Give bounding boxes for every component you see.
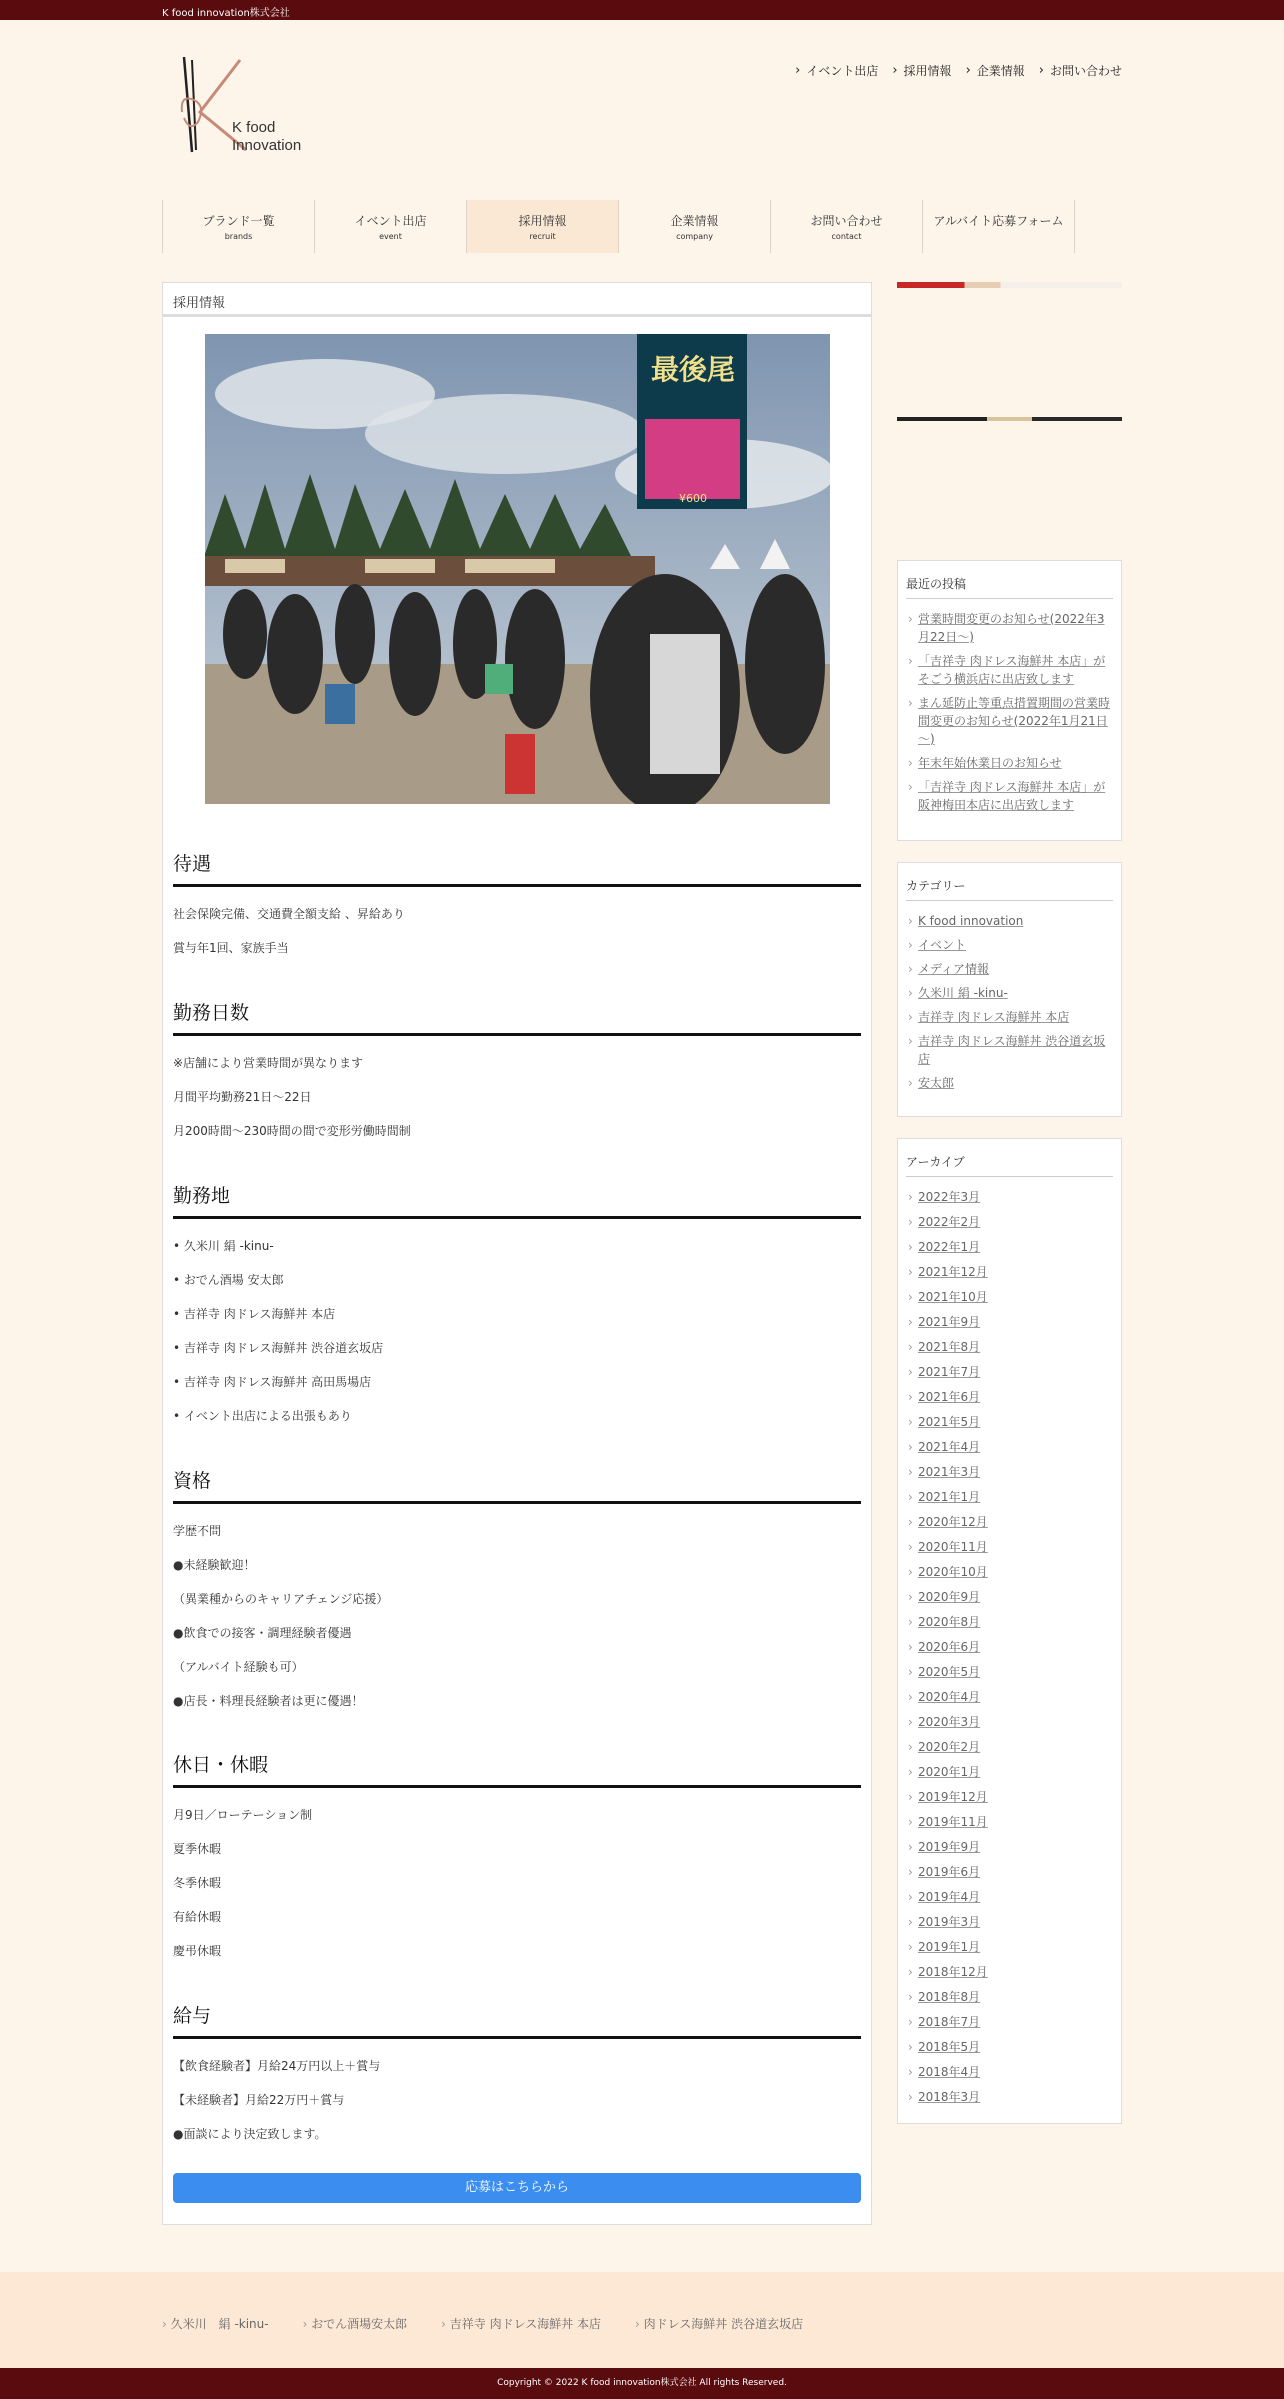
archive-link[interactable]: › 2019年6月 — [906, 1860, 1113, 1885]
nav-part-time-form[interactable]: アルバイト応募フォーム — [923, 200, 1075, 253]
archive-link[interactable]: › 2019年4月 — [906, 1885, 1113, 1910]
footer-link[interactable]: › 久米川 絹 -kinu- — [162, 2315, 269, 2332]
archive-link[interactable]: › 2020年8月 — [906, 1610, 1113, 1635]
archive-link[interactable]: › 2020年3月 — [906, 1710, 1113, 1735]
archive-link[interactable]: › 2019年12月 — [906, 1785, 1113, 1810]
section-line: （アルバイト経験も可） — [173, 1660, 304, 1674]
archive-link[interactable]: › 2022年1月 — [906, 1235, 1113, 1260]
section-line: ●店長・料理長経験者は更に優遇！ — [173, 1694, 364, 1708]
nav-event[interactable]: イベント出店 event — [315, 200, 467, 253]
nav-contact[interactable]: お問い合わせ contact — [771, 200, 923, 253]
section-line: 有給休暇 — [173, 1910, 222, 1924]
section-holidays — [173, 1750, 861, 1968]
archive-link[interactable]: › 2020年9月 — [906, 1585, 1113, 1610]
archive-link[interactable]: › 2020年1月 — [906, 1760, 1113, 1785]
photo-sign-price: ¥600 — [679, 492, 707, 505]
archive-link[interactable]: › 2020年10月 — [906, 1560, 1113, 1585]
section-locations — [173, 1181, 861, 1433]
section-qualifications — [173, 1466, 861, 1718]
archive-link[interactable]: › 2019年11月 — [906, 1810, 1113, 1835]
archive-link[interactable]: › 2020年4月 — [906, 1685, 1113, 1710]
widget-title: カテゴリー — [906, 877, 1113, 901]
archive-list — [906, 1185, 1113, 2110]
archive-link[interactable]: › 2018年5月 — [906, 2035, 1113, 2060]
category-link[interactable]: › 久米川 絹 -kinu- — [906, 981, 1113, 1005]
recent-post-link[interactable]: › まん延防止等重点措置期間の営業時間変更のお知らせ(2022年1月21日～) — [906, 691, 1113, 751]
archive-widget — [897, 1138, 1122, 2124]
recent-posts-widget — [897, 560, 1122, 841]
archive-link[interactable]: › 2021年10月 — [906, 1285, 1113, 1310]
archive-link[interactable]: › 2020年6月 — [906, 1635, 1113, 1660]
archive-link[interactable]: › 2021年8月 — [906, 1335, 1113, 1360]
section-line: 夏季休暇 — [173, 1842, 222, 1856]
section-line: 【飲食経験者】月給24万円以上＋賞与 — [173, 2059, 381, 2073]
section-line: ●未経験歓迎！ — [173, 1558, 256, 1572]
archive-link[interactable]: › 2018年3月 — [906, 2085, 1113, 2110]
category-link[interactable]: › 吉祥寺 肉ドレス海鮮丼 本店 — [906, 1005, 1113, 1029]
footer-link[interactable]: › 吉祥寺 肉ドレス海鮮丼 本店 — [441, 2315, 601, 2332]
archive-link[interactable]: › 2020年12月 — [906, 1510, 1113, 1535]
archive-link[interactable]: › 2021年9月 — [906, 1310, 1113, 1335]
nav-recruit[interactable]: 採用情報 recruit — [467, 200, 619, 253]
section-line: 月9日／ローテーション制 — [173, 1808, 313, 1822]
utility-nav — [795, 62, 1122, 79]
util-nav-contact[interactable]: › お問い合わせ — [1039, 62, 1122, 79]
event-crowd-image — [205, 334, 830, 804]
section-line: • 久米川 絹 -kinu- — [173, 1239, 274, 1253]
footer-link[interactable]: › 肉ドレス海鮮丼 渋谷道玄坂店 — [635, 2315, 803, 2332]
recent-post-link[interactable]: › 「吉祥寺 肉ドレス海鮮丼 本店」がそごう横浜店に出店致します — [906, 649, 1113, 691]
section-work-days — [173, 998, 861, 1148]
archive-link[interactable]: › 2022年2月 — [906, 1210, 1113, 1235]
section-benefits — [173, 849, 861, 965]
global-nav — [162, 200, 1093, 253]
recent-post-link[interactable]: › 「吉祥寺 肉ドレス海鮮丼 本店」が阪神梅田本店に出店致します — [906, 775, 1113, 817]
section-line: 月200時間～230時間の間で変形労働時間制 — [173, 1124, 411, 1138]
footer — [0, 2272, 1284, 2368]
category-link[interactable]: › イベント — [906, 933, 1113, 957]
section-salary — [173, 2001, 861, 2151]
category-link[interactable]: › メディア情報 — [906, 957, 1113, 981]
archive-link[interactable]: › 2018年8月 — [906, 1985, 1113, 2010]
section-line: 賞与年1回、家族手当 — [173, 941, 289, 955]
archive-link[interactable]: › 2021年7月 — [906, 1360, 1113, 1385]
archive-link[interactable]: › 2021年6月 — [906, 1385, 1113, 1410]
recent-post-link[interactable]: › 営業時間変更のお知らせ(2022年3月22日～) — [906, 607, 1113, 649]
section-line: 学歴不問 — [173, 1524, 222, 1538]
page-title: 採用情報 — [163, 283, 871, 317]
section-line: 月間平均勤務21日～22日 — [173, 1090, 312, 1104]
nav-brands[interactable]: ブランド一覧 brands — [163, 200, 315, 253]
category-link[interactable]: › K food innovation — [906, 909, 1113, 933]
section-line: • イベント出店による出張もあり — [173, 1409, 352, 1423]
util-nav-company[interactable]: › 企業情報 — [966, 62, 1025, 79]
category-link[interactable]: › 安太郎 — [906, 1071, 1113, 1095]
archive-link[interactable]: › 2018年4月 — [906, 2060, 1113, 2085]
archive-link[interactable]: › 2019年9月 — [906, 1835, 1113, 1860]
util-nav-event[interactable]: › イベント出店 — [795, 62, 878, 79]
section-title: 給与 — [173, 2001, 861, 2039]
section-line: • 吉祥寺 肉ドレス海鮮丼 渋谷道玄坂店 — [173, 1341, 384, 1355]
section-line: • 吉祥寺 肉ドレス海鮮丼 本店 — [173, 1307, 336, 1321]
archive-link[interactable]: › 2021年1月 — [906, 1485, 1113, 1510]
archive-link[interactable]: › 2021年3月 — [906, 1460, 1113, 1485]
photo-sign-text: 最後尾 — [650, 353, 736, 386]
nav-company[interactable]: 企業情報 company — [619, 200, 771, 253]
widget-title: アーカイブ — [906, 1153, 1113, 1177]
section-line: • おでん酒場 安太郎 — [173, 1273, 284, 1287]
section-title: 勤務日数 — [173, 998, 861, 1036]
archive-link[interactable]: › 2020年5月 — [906, 1660, 1113, 1685]
section-line: ●面談により決定致します。 — [173, 2127, 327, 2141]
archive-link[interactable]: › 2018年7月 — [906, 2010, 1113, 2035]
section-line: ●飲食での接客・調理経験者優遇 — [173, 1626, 352, 1640]
copyright: Copyright © 2022 K food innovation株式会社 All rights Reserved. — [0, 2368, 1284, 2399]
section-title: 待遇 — [173, 849, 861, 887]
archive-link[interactable]: › 2019年3月 — [906, 1910, 1113, 1935]
section-line: （異業種からのキャリアチェンジ応援） — [173, 1592, 389, 1606]
recent-post-link[interactable]: › 年末年始休業日のお知らせ — [906, 751, 1113, 775]
sidebar-banner-1[interactable] — [897, 282, 1122, 288]
main-content — [162, 282, 872, 2225]
section-line: 社会保険完備、交通費全額支給 、昇給あり — [173, 907, 405, 921]
archive-link[interactable]: › 2022年3月 — [906, 1185, 1113, 1210]
archive-link[interactable]: › 2018年12月 — [906, 1960, 1113, 1985]
section-line: 慶弔休暇 — [173, 1944, 222, 1958]
archive-link[interactable]: › 2020年11月 — [906, 1535, 1113, 1560]
company-name: K food innovation株式会社 — [162, 8, 290, 19]
util-nav-recruit[interactable]: › 採用情報 — [892, 62, 951, 79]
event-photo — [205, 334, 830, 804]
section-title: 資格 — [173, 1466, 861, 1504]
archive-link[interactable]: › 2021年12月 — [906, 1260, 1113, 1285]
section-line: 冬季休暇 — [173, 1876, 222, 1890]
category-link[interactable]: › 吉祥寺 肉ドレス海鮮丼 渋谷道玄坂店 — [906, 1029, 1113, 1071]
archive-link[interactable]: › 2020年2月 — [906, 1735, 1113, 1760]
section-line: • 吉祥寺 肉ドレス海鮮丼 高田馬場店 — [173, 1375, 372, 1389]
footer-link[interactable]: › おでん酒場安太郎 — [303, 2315, 408, 2332]
categories-widget — [897, 862, 1122, 1117]
apply-button[interactable]: 応募はこちらから — [173, 2173, 861, 2203]
archive-link[interactable]: › 2021年4月 — [906, 1435, 1113, 1460]
logo-text: K food Innovation — [232, 119, 302, 154]
section-line: 【未経験者】月給22万円＋賞与 — [173, 2093, 345, 2107]
widget-title: 最近の投稿 — [906, 575, 1113, 599]
sidebar-banner-2[interactable] — [897, 417, 1122, 421]
site-logo[interactable] — [170, 52, 320, 162]
section-title: 勤務地 — [173, 1181, 861, 1219]
archive-link[interactable]: › 2019年1月 — [906, 1935, 1113, 1960]
section-line: ※店舗により営業時間が異なります — [173, 1056, 364, 1070]
top-bar — [0, 0, 1284, 20]
section-title: 休日・休暇 — [173, 1750, 861, 1788]
archive-link[interactable]: › 2021年5月 — [906, 1410, 1113, 1435]
